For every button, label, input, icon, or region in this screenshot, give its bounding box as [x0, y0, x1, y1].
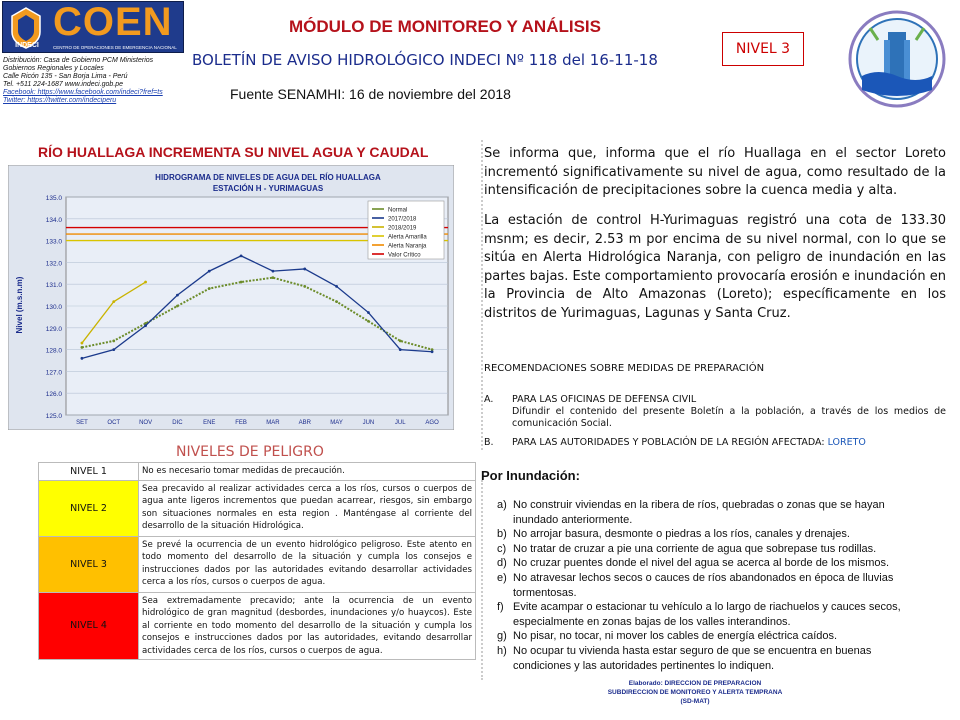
legend-label: Normal	[388, 207, 408, 214]
source-line: Fuente SENAMHI: 16 de noviembre del 2018	[230, 86, 511, 102]
flood-item-text: No pisar, no tocar, ni mover los cables de energía eléctrica caídos.	[513, 630, 838, 643]
legend-label: Alerta Naranja	[388, 243, 427, 250]
contact-address: Calle Ricón 135 - San Borja Lima - Perú	[3, 73, 128, 80]
y-tick-label: 128.0	[45, 347, 62, 355]
level-label: NIVEL 4	[39, 592, 139, 660]
monitoring-seal-icon	[848, 10, 946, 108]
report-paragraph-2: La estación de control H-Yurimaguas registró una cota de 133.30 msnm; es decir, 2.53 m por encima de su nivel normal, con lo que se sitúa en Alerta Hidrológica Naranja, con peligro de inundación en las partes bajas. Este comportamiento provocaría erosión e inundación en la Provincia de Alto Amazonas (Loreto); específicamente en los distritos de Yurimaguas, Lagunas y Santa Cruz.	[484, 213, 946, 321]
y-tick-label: 125.0	[45, 413, 62, 420]
logo-subtitle: CENTRO DE OPERACIONES DE EMERGENCIA NACIONAL	[53, 45, 177, 50]
series-point	[303, 285, 306, 288]
flood-title: Por Inundación:	[481, 468, 580, 483]
series-point	[176, 305, 179, 308]
series-point	[112, 300, 115, 303]
x-tick-label: ENE	[203, 420, 216, 426]
series-point	[144, 324, 147, 327]
series-point	[144, 281, 147, 284]
level-description: Se prevé la ocurrencia de un evento hidrológico peligroso. Este atento en todo momento del desarrollo de la situación y cumpla los consejos e instrucciones dados por las autoridades evitando desarrollar actividades cerca a los ríos, cursos o cuerpos de agua.	[139, 536, 476, 592]
dotted-divider	[481, 480, 483, 680]
report-paragraph-1: Se informa que, informa que el río Huallaga en el sector Loreto incrementó significativamente su nivel de agua, como resultado de la intensificación de precipitaciones sobre la cuenca media y alta.	[484, 146, 946, 198]
coen-logo	[2, 1, 184, 53]
flood-item-text: No arrojar basura, desmonte o piedras a los ríos, canales y drenajes.	[513, 528, 850, 541]
x-tick-label: ABR	[298, 420, 311, 426]
x-tick-label: NOV	[139, 420, 153, 426]
flood-item-continuation: condiciones y las autoridades pertinentes lo indiquen.	[513, 659, 775, 672]
flood-item-letter: e)	[497, 571, 507, 584]
rec-a-heading: PARA LAS OFICINAS DE DEFENSA CIVIL	[512, 394, 697, 405]
facebook-link[interactable]: Facebook: https://www.facebook.com/indeci?fref=ts	[3, 89, 163, 96]
level-row	[39, 480, 476, 536]
recommendations-title: RECOMENDACIONES SOBRE MEDIDAS DE PREPARACIÓN	[484, 363, 765, 374]
flood-item-letter: b)	[497, 528, 507, 541]
x-tick-label: OCT	[107, 420, 121, 426]
series-point	[335, 300, 338, 303]
level-row	[39, 592, 476, 660]
flood-item	[497, 542, 947, 557]
rec-b-heading-text: PARA LAS AUTORIDADES Y POBLACIÓN DE LA REGIÓN AFECTADA:	[512, 437, 828, 448]
series-point	[399, 348, 402, 351]
level-description: Sea precavido al realizar actividades cerca a los ríos, cursos o cuerpos de agua ante ligeros incrementos que puedan acarrear, riesgos, sin embargo son situaciones normales en esta region . Manténgase al corriente del desarrollo de la situación Hidrológica.	[139, 480, 476, 536]
y-tick-label: 129.0	[45, 325, 62, 333]
series-point	[176, 294, 179, 297]
series-point	[81, 342, 84, 345]
credits-line-1: Elaborado: DIRECCION DE PREPARACION	[628, 680, 762, 687]
flood-item-text: No construir viviendas en la ribera de ríos, quebradas o zonas que se hayan	[513, 499, 885, 511]
flood-item-letter: h)	[497, 644, 507, 657]
legend-label: 2018/2019	[388, 225, 417, 232]
level-label: NIVEL 1	[39, 463, 139, 481]
x-tick-label: MAY	[330, 420, 343, 426]
series-point	[208, 270, 211, 273]
flood-item-text: No cruzar puentes donde el nivel del agua se acerca al borde de los mismos.	[513, 557, 890, 570]
flood-recommendation-list	[497, 498, 947, 673]
flood-item-letter: f)	[497, 601, 504, 614]
chart-subtitle: ESTACIÓN H - YURIMAGUAS	[212, 184, 324, 193]
series-point	[367, 311, 370, 314]
x-tick-label: FEB	[235, 420, 247, 426]
series-point	[208, 287, 211, 290]
flood-item-text: No ocupar tu vivienda hasta estar seguro de que se encuentra en buenas	[513, 644, 872, 657]
legend-label: Alerta Amarilla	[388, 234, 427, 241]
y-tick-label: 127.0	[45, 369, 62, 377]
y-tick-label: 126.0	[45, 391, 62, 399]
flood-item-letter: g)	[497, 630, 507, 643]
y-tick-label: 134.0	[45, 216, 62, 224]
hydrograph-chart	[8, 165, 454, 430]
flood-item-text: No atravesar lechos secos o cauces de ríos abandonados en época de lluvias	[513, 571, 894, 584]
series-point	[367, 320, 370, 323]
rec-b-region: LORETO	[827, 437, 866, 448]
level-label: NIVEL 2	[39, 480, 139, 536]
rec-b-heading	[512, 437, 866, 448]
x-tick-label: MAR	[266, 420, 280, 426]
logo-org-label: INDECI	[15, 42, 39, 49]
flood-item-text: Evite acampar o estacionar tu vehículo a lo largo de riachuelos y cauces secos,	[513, 601, 901, 614]
level-row	[39, 536, 476, 592]
credits-line-3: (SD-MAT)	[680, 698, 710, 705]
credits	[560, 679, 830, 706]
danger-levels-table	[38, 462, 476, 660]
dotted-divider	[481, 140, 483, 450]
series-point	[431, 350, 434, 353]
x-tick-label: AGO	[425, 420, 439, 426]
x-tick-label: JUN	[362, 420, 375, 426]
x-tick-label: JUL	[394, 420, 406, 426]
flood-item-continuation: tormentosas.	[513, 586, 577, 599]
page-title: MÓDULO DE MONITOREO Y ANÁLISIS	[288, 17, 601, 36]
flood-item-text: No tratar de cruzar a pie una corriente de agua que sobrepase tus rodillas.	[513, 542, 877, 555]
x-tick-label: DIC	[172, 420, 183, 426]
flood-item-continuation: especialmente en zonas bajas de los valles interandinos.	[513, 615, 791, 628]
series-point	[272, 276, 275, 279]
flood-item	[497, 571, 947, 600]
flood-item	[497, 600, 947, 629]
x-tick-label: SET	[76, 420, 88, 426]
series-point	[240, 254, 243, 257]
y-tick-label: 133.0	[45, 238, 62, 246]
level-description: Sea extremadamente precavido; ante la ocurrencia de un evento hidrológico de gran magnitud (desbordes, inundaciones y/o huaycos). Este al corriente en todo momento del desarrollo de la situación y cumpla los consejos e instrucciones dados por las autoridades, evitando desarrollar actividades cerca de los ríos, cursos o cuerpos de agua.	[139, 592, 476, 660]
flood-item	[497, 556, 947, 571]
series-point	[303, 268, 306, 271]
rec-a-text: Difundir el contenido del presente Boletín a la población, a través de los medios de comunicación Social.	[512, 406, 946, 429]
legend-label: Valor Crítico	[388, 252, 421, 259]
chart-title: HIDROGRAMA DE NIVELES DE AGUA DEL RÍO HUALLAGA	[155, 173, 381, 182]
series-point	[240, 281, 243, 284]
flood-item	[497, 527, 947, 542]
credits-line-2: SUBDIRECCION DE MONITOREO Y ALERTA TEMPRANA	[607, 689, 783, 696]
level-row	[39, 463, 476, 481]
y-tick-label: 130.0	[45, 304, 62, 311]
flood-item-letter: a)	[497, 499, 507, 511]
series-point	[112, 348, 115, 351]
flood-item-continuation: inundado anteriormente.	[513, 513, 633, 526]
y-axis-label: Nivel (m.s.n.m)	[15, 276, 24, 334]
flood-item	[497, 498, 947, 527]
flood-item-letter: d)	[497, 557, 507, 570]
rec-a-letter: A.	[484, 394, 494, 405]
contact-phone: Tel. +511 224-1687 www.indeci.gob.pe	[3, 81, 124, 88]
series-point	[81, 346, 84, 349]
flood-item	[497, 644, 947, 673]
level-label: NIVEL 3	[39, 536, 139, 592]
logo-brand: COEN	[53, 0, 173, 44]
levels-title: NIVELES DE PELIGRO	[176, 444, 324, 460]
flood-item-letter: c)	[497, 542, 507, 555]
series-point	[81, 357, 84, 360]
y-tick-label: 131.0	[45, 282, 62, 290]
twitter-link[interactable]: Twitter: https://twitter.com/indeciperu	[3, 97, 117, 104]
level-description: No es necesario tomar medidas de precaución.	[139, 463, 476, 481]
contact-distribution: Distribución: Casa de Gobierno PCM Ministerios	[3, 57, 154, 64]
legend-label: 2017/2018	[388, 216, 417, 223]
alert-level-badge: NIVEL 3	[722, 32, 804, 66]
bulletin-title: BOLETÍN DE AVISO HIDROLÓGICO INDECI Nº 118 del 16-11-18	[192, 51, 658, 69]
y-tick-label: 132.0	[45, 260, 62, 268]
series-point	[399, 339, 402, 342]
rec-b-letter: B.	[484, 437, 494, 448]
series-point	[272, 270, 275, 273]
series-point	[112, 339, 115, 342]
series-point	[335, 285, 338, 288]
contact-regions: Gobiernos Regionales y Locales	[3, 65, 104, 72]
chart-heading: RÍO HUALLAGA INCREMENTA SU NIVEL AGUA Y CAUDAL	[38, 144, 429, 160]
flood-item	[497, 629, 947, 644]
y-tick-label: 135.0	[45, 195, 62, 202]
